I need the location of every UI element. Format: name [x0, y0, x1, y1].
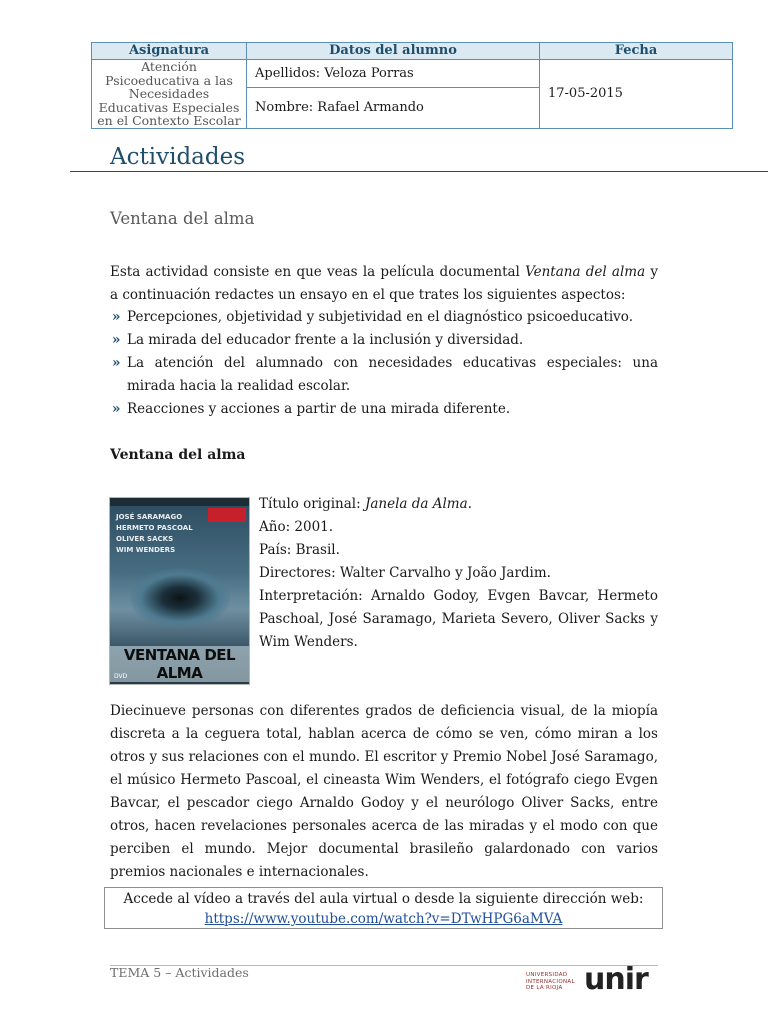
unir-logo — [526, 962, 660, 998]
intro-text-start: Esta actividad consiste en que veas la película documental — [110, 264, 526, 280]
header-table — [91, 42, 733, 129]
synopsis-paragraph: Diecinueve personas con diferentes grados de deficiencia visual, de la miopía discreta a la ceguera total, hablan acerca de cómo se ven, cómo miran a los otros y sus relaciones con el mundo. El escritor y Premio Nobel José Saramago, el músico Hermeto Pascoal, el cineasta Wim Wenders, el fotógrafo ciego Evgen Bavcar, el pescador ciego Arnaldo Godoy y el neurólogo Oliver Sacks, entre otros, hacen revelaciones personales acerca de las miradas y el modo con que perciben el mundo. Mejor documental brasileño galardonado con varios premios nacionales e internacionales. — [110, 703, 658, 880]
video-link-box — [104, 887, 663, 929]
student-surname: Apellidos: Veloza Porras — [247, 60, 540, 88]
page-title: Actividades — [110, 144, 246, 170]
section-title: Ventana del alma — [110, 209, 255, 228]
footer-text: TEMA 5 – Actividades — [110, 965, 249, 980]
film-original-value: Janela da Alma — [364, 496, 468, 512]
header-subject-heading: Asignatura — [92, 43, 247, 60]
list-item-text: La atención del alumnado con necesidades educativas especiales: una mirada hacia la realidad escolar. — [127, 355, 658, 394]
subsection-title: Ventana del alma — [110, 447, 246, 463]
bullet-icon: » — [112, 401, 121, 417]
poster-award-sticker — [208, 508, 246, 522]
poster-eye-graphic — [130, 568, 230, 628]
subject-name: Atención Psicoeducativa a las Necesidades Educativas Especiales en el Contexto Escolar — [92, 60, 247, 129]
film-directors: Directores: Walter Carvalho y João Jardim. — [259, 565, 551, 581]
film-year: Año: 2001. — [259, 519, 334, 535]
header-date-heading: Fecha — [540, 43, 733, 60]
list-item — [110, 306, 658, 329]
bullet-icon: » — [112, 309, 121, 325]
title-divider — [70, 171, 768, 172]
logo-line: INTERNACIONAL — [526, 978, 575, 985]
intro-paragraph — [110, 261, 658, 307]
poster-cast-names — [116, 512, 193, 556]
film-poster-image — [109, 497, 250, 685]
list-item — [110, 398, 658, 421]
film-cast: Interpretación: Arnaldo Godoy, Evgen Bavcar, Hermeto Paschoal, José Saramago, Marieta Severo, Oliver Sacks y Wim Wenders. — [259, 588, 658, 650]
logo-line: DE LA RIOJA — [526, 985, 563, 991]
list-item-text: La mirada del educador frente a la inclusión y diversidad. — [127, 332, 524, 348]
film-original-label: Título original: — [259, 496, 365, 512]
poster-title: VENTANA DEL ALMA — [110, 646, 249, 682]
film-original-end: . — [467, 496, 472, 512]
list-item-text: Reacciones y acciones a partir de una mirada diferente. — [127, 401, 511, 417]
student-name: Nombre: Rafael Armando — [247, 88, 540, 128]
logo-wordmark: unir — [584, 962, 648, 997]
bullet-icon: » — [112, 355, 121, 371]
list-item — [110, 329, 658, 352]
video-link-instruction: Accede al vídeo a través del aula virtual o desde la siguiente dirección web: — [123, 891, 644, 907]
poster-cast-name: HERMETO PASCOAL — [116, 524, 193, 532]
poster-cast-name: JOSÉ SARAMAGO — [116, 513, 183, 521]
submission-date: 17-05-2015 — [540, 60, 733, 129]
film-info — [259, 493, 658, 654]
header-student-heading: Datos del alumno — [247, 43, 540, 60]
bullet-icon: » — [112, 332, 121, 348]
aspects-list — [110, 306, 658, 421]
logo-university-name — [526, 972, 575, 992]
film-country: País: Brasil. — [259, 542, 340, 558]
intro-text-end: y a continuación redactes un ensayo en el que trates los siguientes aspectos: — [110, 264, 658, 303]
video-link[interactable]: https://www.youtube.com/watch?v=DTwHPG6aMVA — [204, 911, 563, 927]
list-item — [110, 352, 658, 398]
logo-line: UNIVERSIDAD — [526, 972, 568, 978]
poster-cast-name: WIM WENDERS — [116, 546, 176, 554]
list-item-text: Percepciones, objetividad y subjetividad en el diagnóstico psicoeducativo. — [127, 309, 633, 325]
poster-top-strip — [110, 498, 249, 506]
dvd-logo: DVD — [114, 673, 128, 680]
poster-cast-name: OLIVER SACKS — [116, 535, 174, 543]
film-original-title — [259, 493, 658, 516]
intro-film-title: Ventana del alma — [525, 264, 646, 280]
